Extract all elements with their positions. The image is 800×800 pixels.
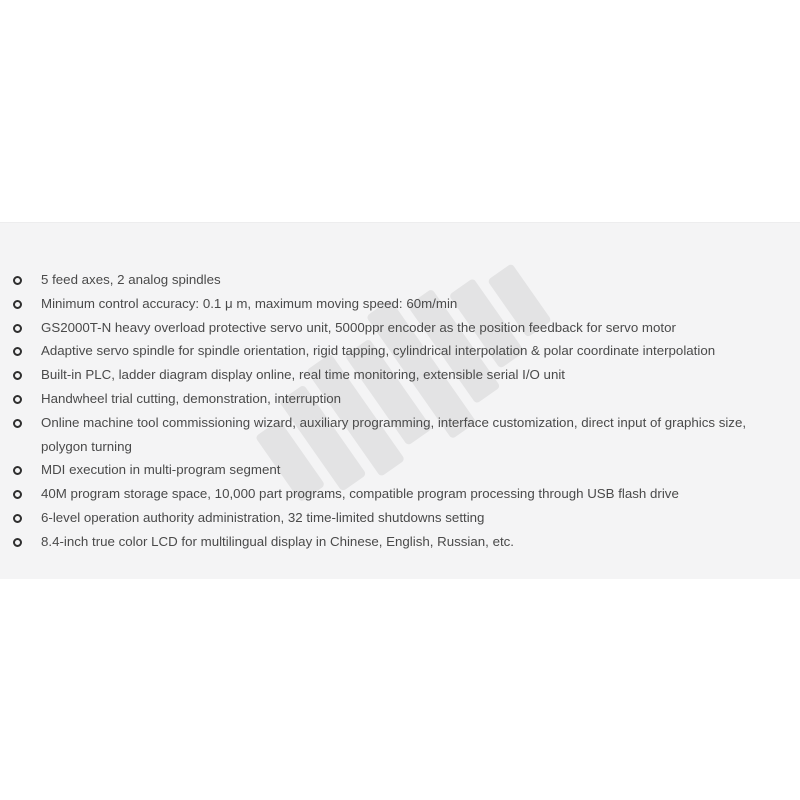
feature-list: [0, 268, 800, 554]
feature-text: Online machine tool commissioning wizard, auxiliary programming, interface customization, direct input of graphics size, polygon turning: [41, 414, 747, 454]
list-item: [0, 411, 800, 459]
list-item: [0, 292, 800, 316]
feature-text: Handwheel trial cutting, demonstration, interruption: [41, 390, 342, 406]
bullet-icon: [13, 276, 22, 285]
feature-panel: [0, 222, 800, 579]
list-item: [0, 530, 800, 554]
bullet-icon: [13, 538, 22, 547]
bullet-icon: [13, 324, 22, 333]
feature-text: 8.4-inch true color LCD for multilingual display in Chinese, English, Russian, etc.: [41, 533, 515, 549]
feature-text: 5 feed axes, 2 analog spindles: [41, 272, 221, 287]
bullet-icon: [13, 347, 22, 356]
feature-text: MDI execution in multi-program segment: [41, 462, 281, 478]
list-item: [0, 268, 800, 292]
bullet-icon: [13, 300, 22, 309]
feature-text: GS2000T-N heavy overload protective servo unit, 5000ppr encoder as the position feedback for servo motor: [41, 319, 676, 335]
bullet-icon: [13, 490, 22, 499]
bullet-icon: [13, 514, 22, 523]
list-item: [0, 458, 800, 482]
feature-text: Built-in PLC, ladder diagram display online, real time monitoring, extensible serial I/O unit: [41, 367, 566, 383]
feature-text: 40M program storage space, 10,000 part programs, compatible program processing through USB flash drive: [41, 486, 679, 502]
bullet-icon: [13, 419, 22, 428]
feature-text: Minimum control accuracy: 0.1 μ m, maximum moving speed: 60m/min: [41, 295, 458, 311]
bullet-icon: [13, 466, 22, 475]
list-item: [0, 482, 800, 506]
bullet-icon: [13, 371, 22, 380]
list-item: [0, 363, 800, 387]
list-item: [0, 316, 800, 340]
feature-text: 6-level operation authority administration, 32 time-limited shutdowns setting: [41, 509, 485, 525]
list-item: [0, 387, 800, 411]
feature-text: Adaptive servo spindle for spindle orientation, rigid tapping, cylindrical interpolation & polar coordinate interpolation: [41, 343, 716, 359]
list-item: [0, 339, 800, 363]
list-item: [0, 506, 800, 530]
bullet-icon: [13, 395, 22, 404]
